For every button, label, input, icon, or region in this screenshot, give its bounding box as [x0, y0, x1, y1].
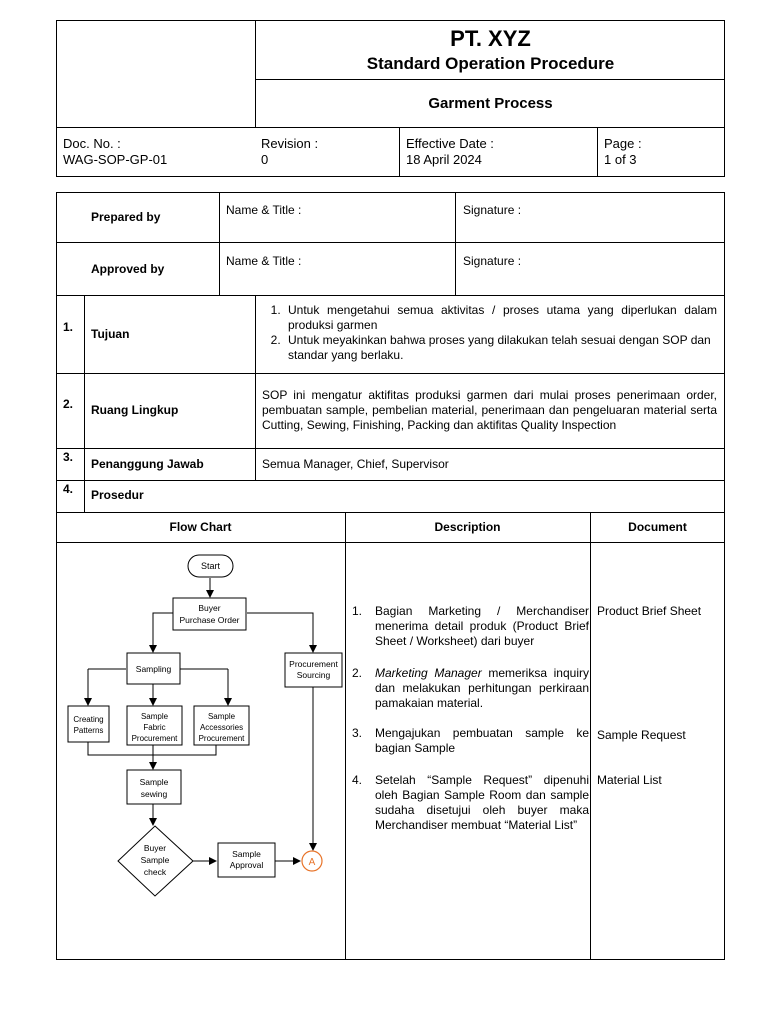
revision-label: Revision : [261, 136, 319, 151]
effective-label: Effective Date : [406, 136, 494, 151]
approved-signature: Signature : [463, 254, 522, 268]
step-text: Setelah “Sample Request” dipenuhi oleh Bagian Sample Room dan sample sudaha disetujui oleh buyer maka Merchandiser membuat “Material List” [375, 773, 589, 832]
procedure-step [352, 773, 589, 833]
step-text: Mengajukan pembuatan sample ke bagian Sample [375, 726, 589, 755]
accessories-label-1: Sample [207, 712, 236, 721]
procedure-step [352, 726, 589, 756]
check-label-2: Sample [140, 855, 170, 865]
fabric-label-2: Fabric [143, 723, 166, 732]
page-value: 1 of 3 [604, 152, 637, 167]
effective-value: 18 April 2024 [406, 152, 482, 167]
step-number: 3. [352, 726, 363, 740]
step-text-wrapper [375, 666, 589, 711]
col-header-flow-chart: Flow Chart [169, 520, 232, 534]
procedure-step [352, 604, 589, 649]
doc-subject: Garment Process [428, 95, 553, 112]
company-name: PT. XYZ [450, 26, 531, 51]
section-1-title: Tujuan [91, 327, 130, 341]
step-text: Bagian Marketing / Merchandiser menerima detail produk (Product Brief Sheet / Worksheet) dari buyer [375, 604, 589, 648]
section-4-number: 4. [63, 482, 74, 496]
meta-divider-1 [399, 127, 400, 177]
section-1-content [262, 303, 717, 363]
tujuan-item: 1. Untuk mengetahui semua aktivitas / proses utama yang diperlukan dalam produksi garmen [284, 303, 717, 333]
sewing-label-1: Sample [139, 777, 169, 787]
prepared-signature: Signature : [463, 203, 522, 217]
approval-col-divider-2 [455, 192, 456, 296]
revision-value: 0 [261, 152, 269, 167]
col-header-document: Document [628, 520, 687, 534]
sampling-label: Sampling [135, 664, 172, 674]
header-divider [256, 79, 725, 80]
document-product-brief: Product Brief Sheet [597, 604, 702, 618]
row-divider-3 [56, 480, 725, 481]
fabric-label-3: Procurement [131, 734, 178, 743]
row-divider-4 [56, 512, 725, 513]
buyer-po-label-2: Purchase Order [179, 615, 240, 625]
patterns-node [68, 706, 109, 742]
meta-divider-2 [597, 127, 598, 177]
approved-name-title: Name & Title : [226, 254, 302, 268]
sewing-label-2: sewing [140, 789, 168, 799]
step-text: memeriksa inquiry dan melakukan perhitungan perkiraan pamakaian material. [375, 666, 589, 710]
section-3-text: Semua Manager, Chief, Supervisor [262, 457, 449, 471]
section-2-title: Ruang Lingkup [91, 403, 179, 417]
document-sample-request: Sample Request [597, 728, 686, 742]
procurement-label-2: Sourcing [296, 670, 331, 680]
patterns-label-1: Creating [73, 715, 104, 724]
approval-label-1: Sample [232, 849, 261, 859]
logo-area [56, 20, 256, 127]
approval-row-bottom [56, 295, 725, 296]
flow-arrow [247, 613, 313, 652]
tujuan-item: 2. Untuk meyakinkan bahwa proses yang dilakukan telah sesuai dengan SOP dan standar yang berlaku. [284, 333, 717, 363]
approval-label-2: Approval [229, 860, 264, 870]
row-divider-1 [56, 373, 725, 374]
check-label-1: Buyer [143, 843, 167, 853]
approved-by-label: Approved by [91, 262, 165, 276]
section-4-title: Prosedur [91, 488, 144, 502]
procurement-label-1: Procurement [289, 659, 338, 669]
doc-no-value: WAG-SOP-GP-01 [63, 152, 168, 167]
start-label: Start [200, 561, 221, 571]
step-italic-role: Marketing Manager [375, 666, 482, 680]
proc-col-divider-2 [590, 512, 591, 960]
col-header-description: Description [434, 520, 501, 534]
flow-chart [56, 543, 345, 959]
procedure-steps [352, 604, 589, 854]
section-3-title: Penanggung Jawab [91, 457, 204, 471]
proc-col-divider-1 [345, 512, 346, 960]
flow-arrow [153, 613, 173, 652]
doc-type: Standard Operation Procedure [366, 54, 615, 73]
connector-a-label: A [308, 857, 316, 868]
section-1-number: 1. [63, 320, 74, 334]
step-number: 2. [352, 666, 363, 680]
check-label-3: check [143, 867, 167, 877]
patterns-label-2: Patterns [73, 726, 104, 735]
section-3-number: 3. [63, 450, 74, 464]
step-number: 4. [352, 773, 363, 787]
section-2-text: SOP ini mengatur aktifitas produksi garmen dari mulai proses penerimaan order, pembuatan sample, pembelian material, penerimaan dan pengeluaran material serta Cutting, Sewing, Finishing, Packing dan aktifitas Quality Inspection [262, 388, 717, 432]
accessories-label-2: Accessories [199, 723, 244, 732]
page-label: Page : [604, 136, 642, 151]
document-material-list: Material List [597, 773, 662, 787]
procedure-step [352, 666, 589, 711]
step-number: 1. [352, 604, 363, 618]
header-divider-lower [56, 127, 725, 128]
buyer-po-label-1: Buyer [198, 603, 221, 613]
fabric-label-1: Sample [140, 712, 169, 721]
approval-row-divider [56, 242, 725, 243]
prepared-by-label: Prepared by [91, 210, 161, 224]
prepared-name-title: Name & Title : [226, 203, 302, 217]
section-2-number: 2. [63, 397, 74, 411]
accessories-label-3: Procurement [198, 734, 245, 743]
doc-no-label: Doc. No. : [63, 136, 121, 151]
row-divider-2 [56, 448, 725, 449]
section-title-divider [255, 295, 256, 480]
tujuan-list [262, 303, 717, 363]
approval-col-divider-1 [219, 192, 220, 296]
